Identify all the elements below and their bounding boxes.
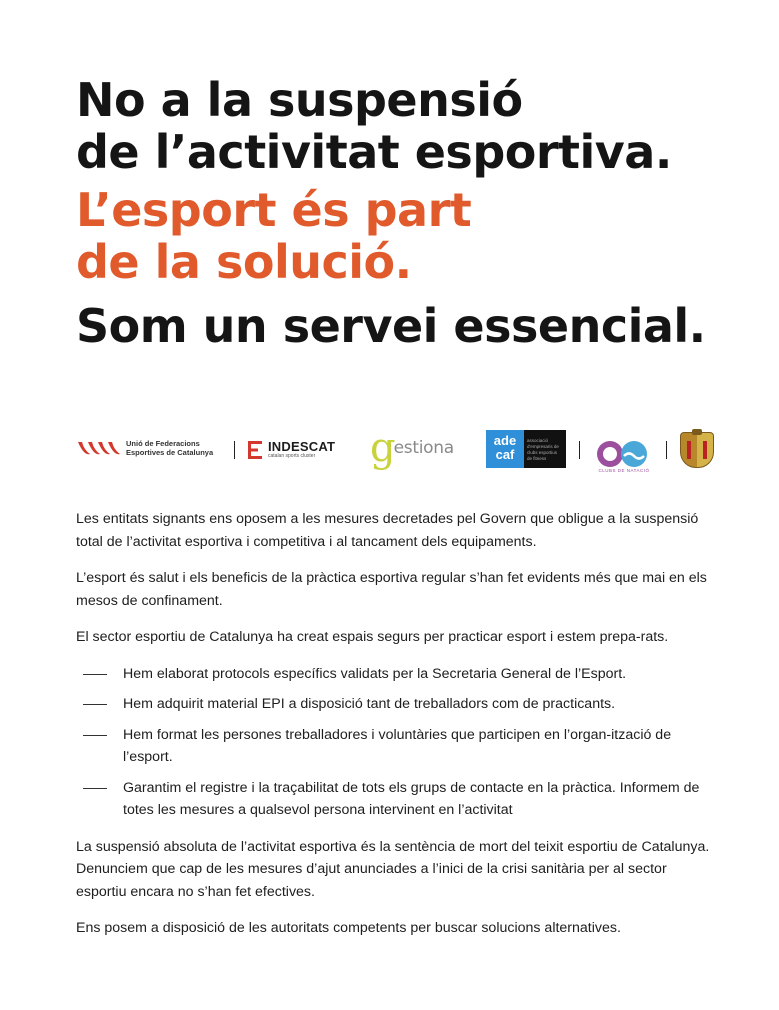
indescat-mark-icon	[248, 441, 264, 459]
dash-icon	[83, 674, 107, 675]
logo-divider	[666, 441, 667, 459]
list-item-text: Hem elaborat protocols específics validats per la Secretaria General de l’Esport.	[123, 665, 627, 682]
logo-divider	[579, 441, 580, 459]
sponsor-logos	[76, 420, 716, 480]
headline-line-1: No a la suspensió	[76, 73, 523, 127]
swimmer-icon	[594, 439, 650, 469]
adecaf-line-2: caf	[495, 447, 515, 462]
headline-line-2: de l’activitat esportiva.	[76, 125, 672, 179]
measures-list	[76, 663, 716, 822]
adecaf-sub: associació d'empresaris de clubs esportius de fitness	[524, 430, 566, 468]
list-item	[76, 777, 716, 822]
indescat-logo	[248, 440, 335, 459]
headline-line-4: de la solució.	[76, 235, 412, 289]
paragraph-4: La suspensió absoluta de l’activitat esportiva és la sentència de mort del teixit esportiu de Catalunya. Denunciem que cap de les mesures d’ajut anunciades a l’inici de la crisi sanitària per al sector esportiu encara no s’han fet efectives.	[76, 838, 710, 900]
ufec-line-1: Unió de Federacions	[126, 439, 200, 448]
clubs-natacio-sub: CLUBS DE NATACIÓ	[598, 468, 650, 473]
indescat-name: INDESCAT	[268, 439, 336, 454]
paragraph-3: El sector esportiu de Catalunya ha creat espais segurs per practicar esport i estem prepa-rats.	[76, 629, 669, 645]
body-text	[76, 508, 716, 954]
ufec-logo	[76, 438, 213, 458]
paragraph-2: L’esport és salut i els beneficis de la pràctica esportiva regular s’han fet evidents més que mai en els mesos de confinament.	[76, 570, 707, 609]
list-item-text: Hem format les persones treballadores i voluntàries que participen en l’organ-ització de l’esport.	[123, 726, 672, 765]
headline-line-3: L’esport és part	[76, 183, 472, 237]
dash-icon	[83, 788, 107, 789]
paragraph-1: Les entitats signants ens oposem a les mesures decretades pel Govern que obligue a la suspensió total de l’activitat esportiva i competitiva i al tancament dels equipaments.	[76, 511, 699, 550]
dash-icon	[83, 704, 107, 705]
adecaf-logo	[486, 430, 566, 468]
list-item	[76, 663, 716, 686]
list-item-text: Garantim el registre i la traçabilitat de tots els grups de contacte en la pràctica. Informem de totes les mesures a qualsevol persona intervinent en l’activitat	[123, 779, 700, 818]
shield-logo	[680, 432, 714, 468]
ufec-line-2: Esportives de Catalunya	[126, 448, 214, 457]
gestiona-g: g	[370, 425, 396, 471]
list-item	[76, 693, 716, 716]
indescat-sub: catalan sports cluster	[268, 453, 316, 459]
paragraph-5: Ens posem a disposició de les autoritats competents per buscar solucions alternatives.	[76, 920, 621, 936]
headline-line-5: Som un servei essencial.	[76, 299, 706, 353]
shield-icon	[680, 432, 714, 468]
dash-icon	[83, 735, 107, 736]
headline	[76, 74, 756, 352]
logo-divider	[234, 441, 235, 459]
clubs-natacio-logo	[594, 430, 654, 478]
gestiona-word: estiona	[393, 438, 454, 458]
gestiona-logo	[370, 425, 454, 471]
list-item	[76, 724, 716, 769]
list-item-text: Hem adquirit material EPI a disposició tant de treballadors com de practicants.	[123, 696, 616, 712]
adecaf-line-1: ade	[493, 433, 517, 448]
ufec-emblem-icon	[76, 438, 122, 458]
